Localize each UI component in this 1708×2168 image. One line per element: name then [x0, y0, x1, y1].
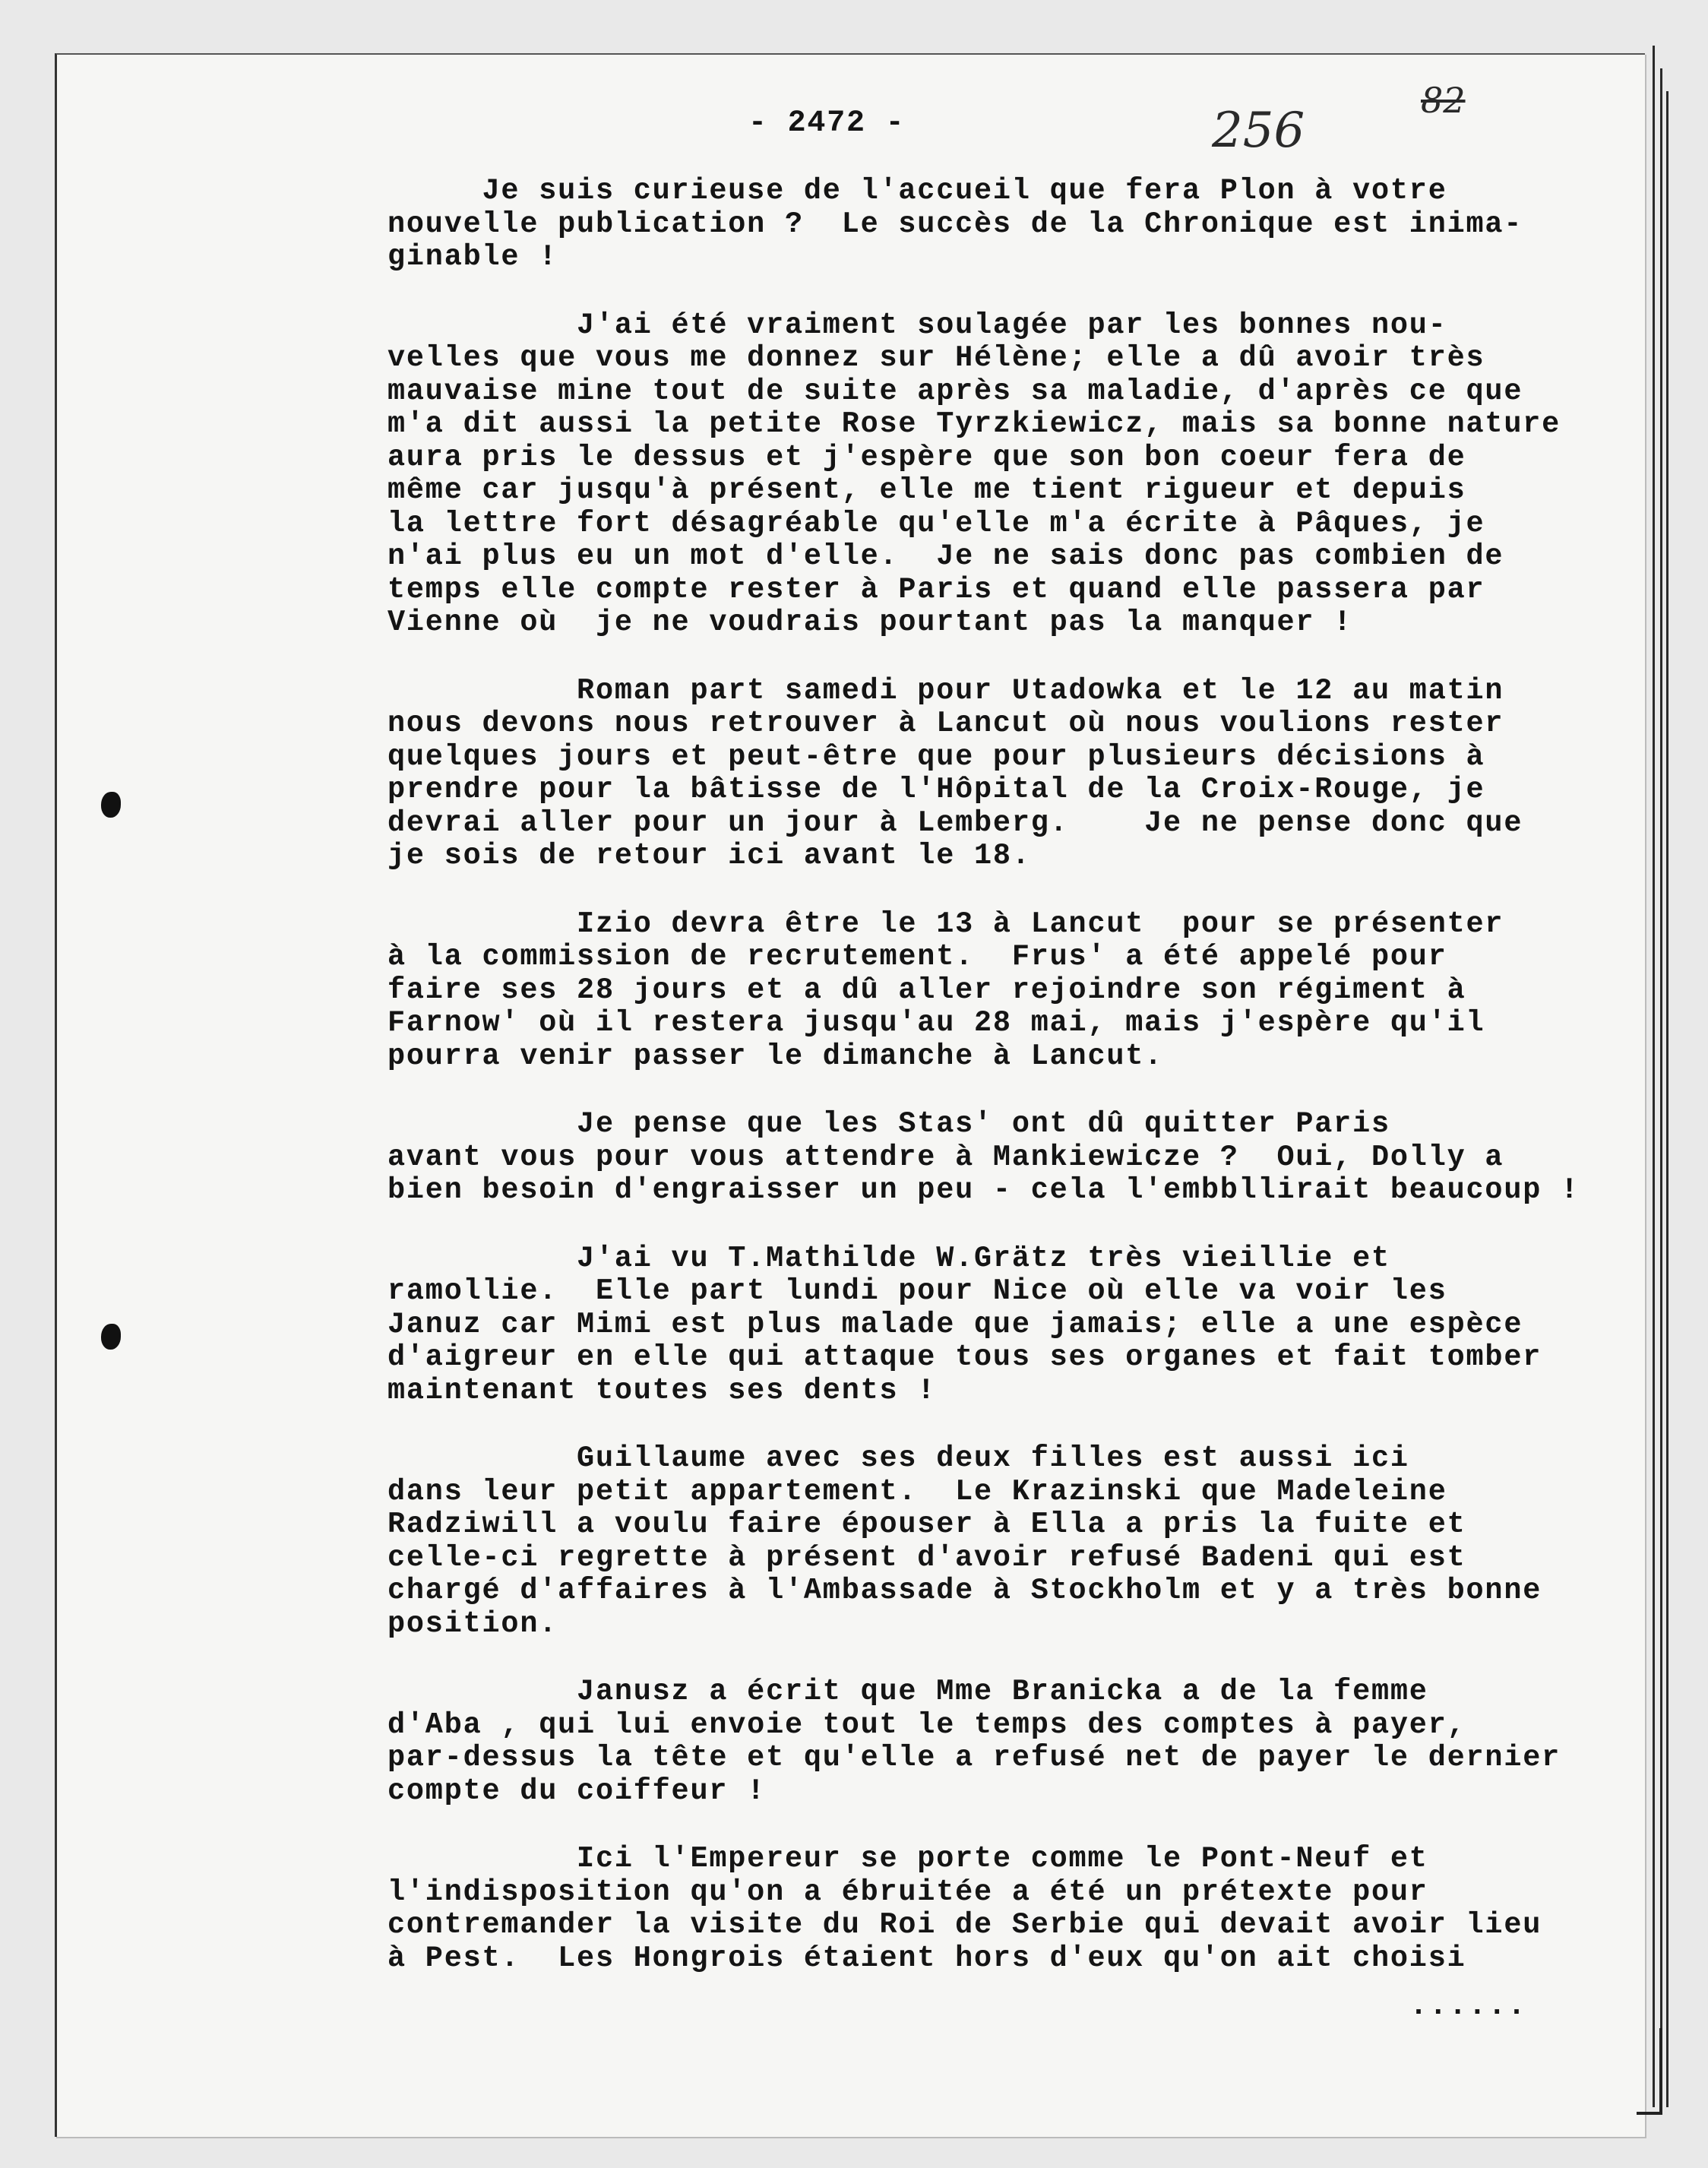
text-line: ginable ! [387, 240, 558, 274]
text-line: nous devons nous retrouver à Lancut où nous voulions rester [387, 707, 1504, 740]
text-line: Farnow' où il restera jusqu'au 28 mai, mais j'espère qu'il [387, 1006, 1485, 1040]
text-line: d'aigreur en elle qui attaque tous ses organes et fait tomber [387, 1340, 1542, 1374]
text-line: Guillaume avec ses deux filles est aussi ici [387, 1442, 1409, 1475]
paragraph [387, 1242, 1603, 1408]
punch-hole [101, 1324, 121, 1350]
text-line: je sois de retour ici avant le 18. [387, 839, 1031, 872]
text-line: l'indisposition qu'on a ébruitée a été un prétexte pour [387, 1875, 1428, 1909]
text-line: Je suis curieuse de l'accueil que fera Plon à votre [387, 174, 1447, 207]
text-line: Vienne où je ne voudrais pourtant pas la manquer ! [387, 606, 1353, 639]
text-line: Janusz a écrit que Mme Branicka a de la femme [387, 1675, 1428, 1708]
letter-body [387, 175, 1603, 1975]
text-line: à la commission de recrutement. Frus' a été appelé pour [387, 940, 1447, 973]
continuation-marker: ...... [1409, 1989, 1527, 2024]
text-line: maintenant toutes ses dents ! [387, 1373, 937, 1407]
text-line: Roman part samedi pour Utadowka et le 12 au matin [387, 673, 1504, 707]
text-line: J'ai été vraiment soulagée par les bonnes nou- [387, 308, 1447, 342]
text-line: aura pris le dessus et j'espère que son bon coeur fera de [387, 440, 1466, 474]
text-line: la lettre fort désagréable qu'elle m'a écrite à Pâques, je [387, 506, 1485, 540]
text-line: avant vous pour vous attendre à Mankiewicze ? Oui, Dolly a [387, 1140, 1504, 1174]
typed-page-number: - 2472 - [748, 106, 906, 141]
text-line: m'a dit aussi la petite Rose Tyrzkiewicz, mais sa bonne nature [387, 407, 1561, 441]
text-line: contremander la visite du Roi de Serbie qui devait avoir lieu [387, 1908, 1542, 1942]
text-line: par-dessus la tête et qu'elle a refusé net de payer le dernier [387, 1741, 1561, 1774]
text-line: prendre pour la bâtisse de l'Hôpital de la Croix-Rouge, je [387, 773, 1485, 806]
punch-hole [101, 792, 121, 818]
text-line: ramollie. Elle part lundi pour Nice où elle va voir les [387, 1274, 1447, 1308]
paragraph [387, 1442, 1603, 1641]
paragraph [387, 675, 1603, 873]
text-line: compte du coiffeur ! [387, 1774, 767, 1808]
text-line: Ici l'Empereur se porte comme le Pont-Neuf et [387, 1842, 1428, 1875]
text-line: d'Aba , qui lui envoie tout le temps des comptes à payer, [387, 1707, 1466, 1742]
text-line: position. [387, 1606, 558, 1641]
text-line: bien besoin d'engraisser un peu - cela l'embbllirait beaucoup ! [387, 1173, 1580, 1207]
text-line: Radziwill a voulu faire épouser à Ella a pris la fuite et [387, 1508, 1466, 1541]
text-line: pourra venir passer le dimanche à Lancut. [387, 1039, 1164, 1073]
text-line: mauvaise mine tout de suite après sa maladie, d'après ce que [387, 374, 1523, 408]
text-line: velles que vous me donnez sur Hélène; elle a dû avoir très [387, 341, 1485, 375]
text-line: dans leur petit appartement. Le Krazinski que Madeleine [387, 1474, 1447, 1508]
text-line: devrai aller pour un jour à Lemberg. Je ne pense donc que [387, 805, 1523, 840]
text-line: faire ses 28 jours et a dû aller rejoindre son régiment à [387, 973, 1466, 1007]
text-line: n'ai plus eu un mot d'elle. Je ne sais donc pas combien de [387, 540, 1504, 573]
text-line: Je pense que les Stas' ont dû quitter Paris [387, 1107, 1390, 1141]
text-line: J'ai vu T.Mathilde W.Grätz très vieillie et [387, 1241, 1390, 1275]
text-line: même car jusqu'à présent, elle me tient rigueur et depuis [387, 473, 1466, 507]
paragraph [387, 1843, 1603, 1975]
text-line: quelques jours et peut-être que pour plusieurs décisions à [387, 739, 1485, 774]
paragraph [387, 1108, 1603, 1207]
paragraph [387, 175, 1603, 274]
corner-bracket-mark [1637, 2028, 1662, 2115]
sheet-edge [1666, 91, 1668, 2107]
text-line: à Pest. Les Hongrois étaient hors d'eux qu'on ait choisi [387, 1941, 1466, 1975]
text-line: temps elle compte rester à Paris et quand elle passera par [387, 572, 1485, 606]
handwritten-archive-number: 256 [1212, 103, 1305, 159]
text-line: chargé d'affaires à l'Ambassade à Stockholm et y a très bonne [387, 1574, 1542, 1607]
paragraph [387, 908, 1603, 1074]
sheet-edge [1660, 68, 1662, 2107]
paragraph [387, 309, 1603, 640]
text-line: celle-ci regrette à présent d'avoir refusé Badeni qui est [387, 1540, 1466, 1575]
text-line: nouvelle publication ? Le succès de la Chronique est inima- [387, 207, 1523, 241]
text-line: Izio devra être le 13 à Lancut pour se présenter [387, 907, 1504, 941]
sheet-edge [1653, 46, 1655, 2107]
text-line: Januz car Mimi est plus malade que jamais; elle a une espèce [387, 1307, 1523, 1341]
paragraph [387, 1676, 1603, 1808]
handwritten-sheet-number: 82 [1421, 80, 1466, 121]
